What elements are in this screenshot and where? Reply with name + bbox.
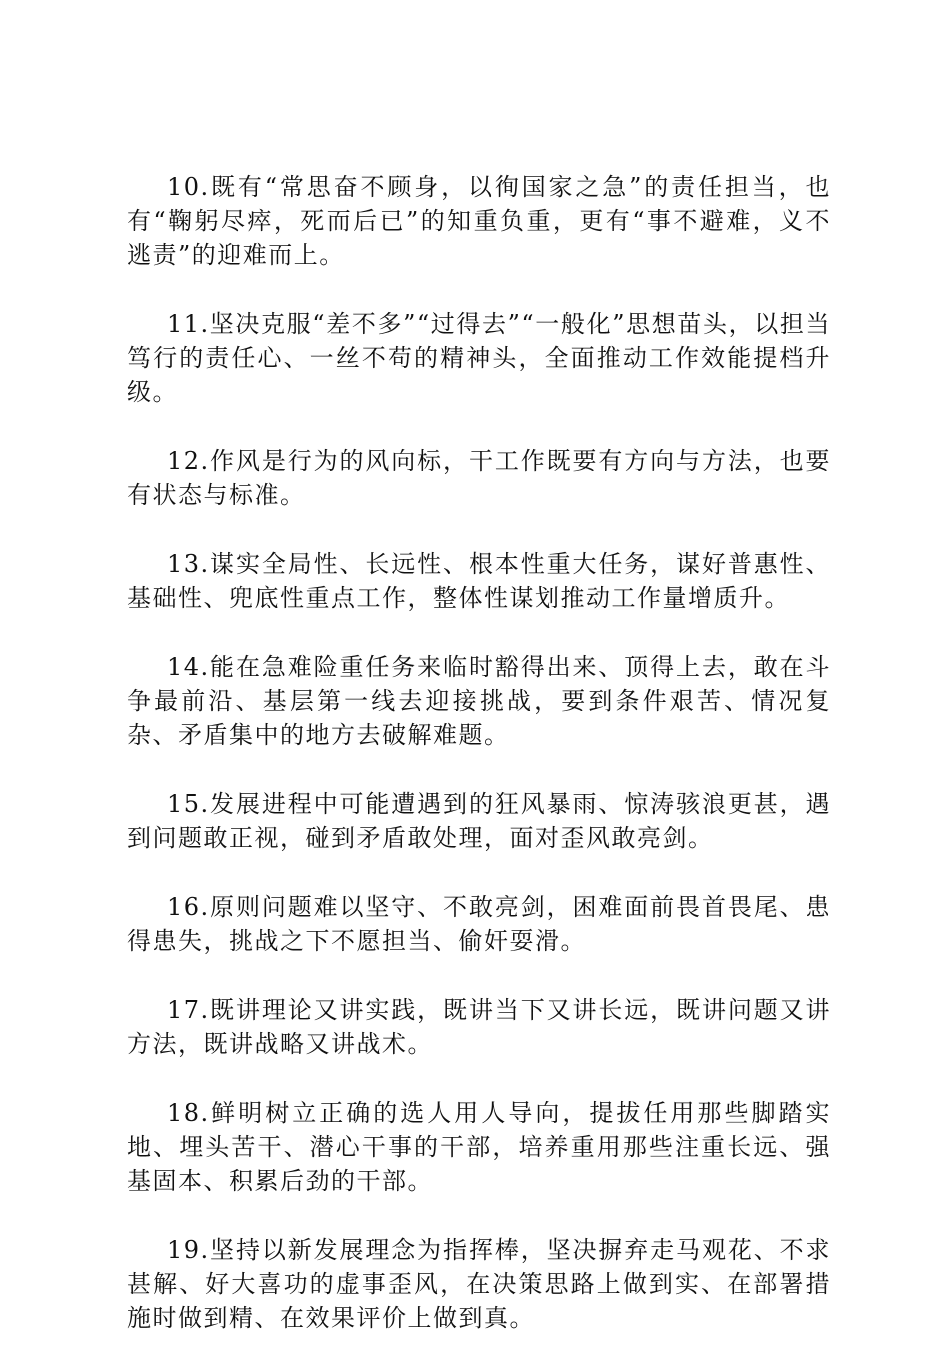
paragraph-16: 16.原则问题难以坚守、不敢亮剑，困难面前畏首畏尾、患得患失，挑战之下不愿担当、偷奸耍滑。 [127, 893, 831, 955]
document-body [127, 170, 831, 1370]
paragraph-14: 14.能在急难险重任务来临时豁得出来、顶得上去，敢在斗争最前沿、基层第一线去迎接挑战，要到条件艰苦、情况复杂、矛盾集中的地方去破解难题。 [127, 653, 831, 749]
paragraph-18: 18.鲜明树立正确的选人用人导向，提拔任用那些脚踏实地、埋头苦干、潜心干事的干部，培养重用那些注重长远、强基固本、积累后劲的干部。 [127, 1099, 831, 1195]
paragraph-19: 19.坚持以新发展理念为指挥棒，坚决摒弃走马观花、不求甚解、好大喜功的虚事歪风，在决策思路上做到实、在部署措施时做到精、在效果评价上做到真。 [127, 1236, 831, 1332]
paragraph-11: 11.坚决克服“差不多”“过得去”“一般化”思想苗头，以担当笃行的责任心、一丝不苟的精神头，全面推动工作效能提档升级。 [127, 310, 831, 406]
paragraph-15: 15.发展进程中可能遭遇到的狂风暴雨、惊涛骇浪更甚，遇到问题敢正视，碰到矛盾敢处理，面对歪风敢亮剑。 [127, 790, 831, 852]
paragraph-17: 17.既讲理论又讲实践，既讲当下又讲长远，既讲问题又讲方法，既讲战略又讲战术。 [127, 996, 831, 1058]
paragraph-12: 12.作风是行为的风向标，干工作既要有方向与方法，也要有状态与标准。 [127, 447, 831, 509]
paragraph-10: 10.既有“常思奋不顾身，以徇国家之急”的责任担当，也有“鞠躬尽瘁，死而后已”的知重负重，更有“事不避难，义不逃责”的迎难而上。 [127, 173, 831, 269]
paragraph-13: 13.谋实全局性、长远性、根本性重大任务，谋好普惠性、基础性、兜底性重点工作，整体性谋划推动工作量增质升。 [127, 550, 831, 612]
